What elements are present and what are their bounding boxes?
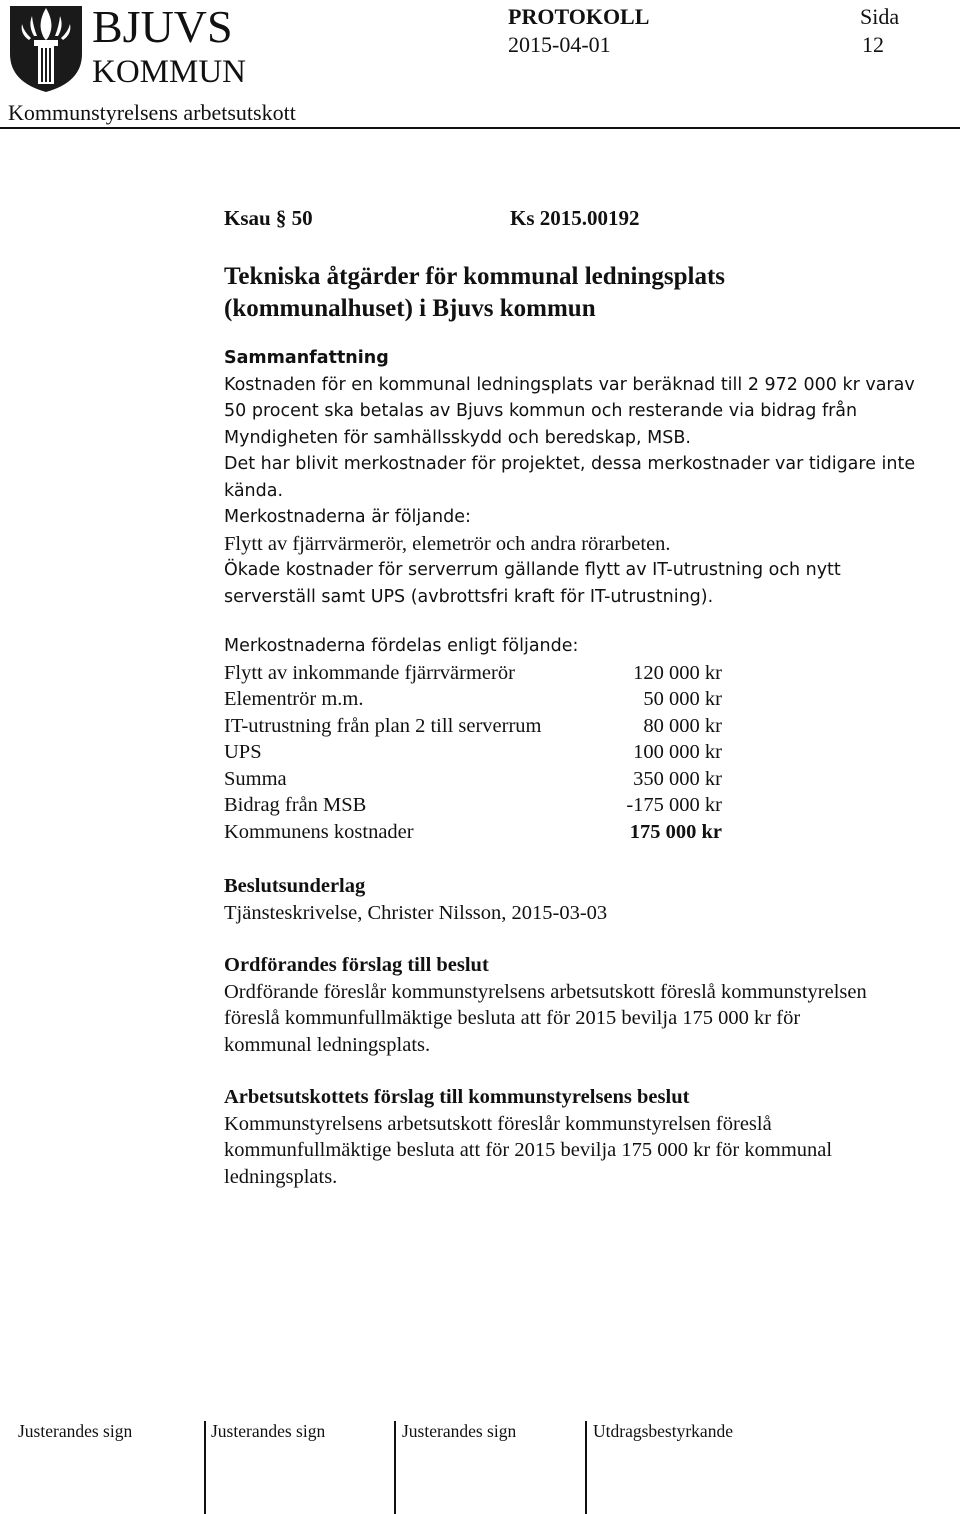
summary-heading: Sammanfattning bbox=[224, 348, 389, 368]
signature-label: Justerandes sign bbox=[18, 1421, 133, 1441]
document-body bbox=[224, 205, 954, 1190]
table-row: Summa 350 000 kr bbox=[224, 767, 722, 790]
title-line: (kommunalhuset) i Bjuvs kommun bbox=[224, 295, 596, 322]
signature-label: Utdragsbestyrkande bbox=[593, 1421, 733, 1441]
summary-line: Myndigheten för samhällsskydd och beredskap, MSB. bbox=[224, 427, 691, 448]
signature-footer bbox=[0, 1421, 960, 1514]
table-row: IT-utrustning från plan 2 till serverrum 80 000 kr bbox=[224, 714, 722, 737]
summary-line: Merkostnaderna är följande: bbox=[224, 507, 471, 527]
summary-line: Kostnaden för en kommunal ledningsplats var beräknad till 2 972 000 kr varav bbox=[224, 374, 915, 395]
summary-section bbox=[224, 345, 954, 610]
summary-line: Flytt av fjärrvärmerör, elemetrör och andra rörarbeten. bbox=[224, 532, 671, 555]
ksau-reference: Ksau § 50 bbox=[224, 206, 313, 230]
signature-divider bbox=[585, 1421, 587, 1514]
title-line: Tekniska åtgärder för kommunal ledningsplats bbox=[224, 263, 726, 290]
summary-line: Ökade kostnader för serverrum gällande flytt av IT-utrustning och nytt bbox=[224, 560, 841, 580]
organization-name: Kommunstyrelsens arbetsutskott bbox=[8, 100, 296, 125]
logo-subtitle: KOMMUN bbox=[92, 54, 247, 90]
total-row: Kommunens kostnader 175 000 kr bbox=[224, 820, 722, 843]
signature-divider bbox=[204, 1421, 206, 1514]
summary-line: kända. bbox=[224, 480, 284, 501]
committee-proposal-heading: Arbetsutskottets förslag till kommunstyrelsens beslut bbox=[224, 1086, 690, 1108]
case-title bbox=[224, 261, 954, 325]
table-row: Elementrör m.m. 50 000 kr bbox=[224, 688, 722, 710]
signature-divider bbox=[394, 1421, 396, 1514]
summary-line: Det har blivit merkostnader för projektet, dessa merkostnader var tidigare inte bbox=[224, 454, 916, 474]
signature-label: Justerandes sign bbox=[211, 1421, 326, 1441]
case-reference bbox=[224, 205, 954, 235]
cost-intro: Merkostnaderna fördelas enligt följande: bbox=[224, 636, 579, 656]
chair-proposal-line: Ordförande föreslår kommunstyrelsens arbetsutskott föreslå kommunstyrelsen bbox=[224, 980, 867, 1003]
summary-line: serverställ samt UPS (avbrottsfri kraft för IT-utrustning). bbox=[224, 586, 714, 607]
basis-section bbox=[224, 873, 954, 926]
basis-heading: Beslutsunderlag bbox=[224, 875, 366, 897]
committee-proposal-line: Kommunstyrelsens arbetsutskott föreslår kommunstyrelsen föreslå bbox=[224, 1112, 772, 1135]
cost-section bbox=[224, 633, 954, 845]
chair-proposal-heading: Ordförandes förslag till beslut bbox=[224, 954, 489, 976]
committee-proposal-line: kommunfullmäktige besluta att för 2015 bevilja 175 000 kr för kommunal bbox=[224, 1139, 833, 1161]
chair-proposal-line: föreslå kommunfullmäktige besluta att för 2015 bevilja 175 000 kr för bbox=[224, 1007, 801, 1029]
document-date: 2015-04-01 bbox=[508, 32, 611, 57]
cost-table bbox=[224, 660, 722, 846]
chair-proposal-section bbox=[224, 952, 954, 1058]
logo-name: BJUVS bbox=[92, 1, 233, 52]
committee-proposal-line: ledningsplats. bbox=[224, 1165, 338, 1188]
summary-line: 50 procent ska betalas av Bjuvs kommun och resterande via bidrag från bbox=[224, 401, 858, 421]
signature-label: Justerandes sign bbox=[402, 1421, 517, 1441]
chair-proposal-line: kommunal ledningsplats. bbox=[224, 1033, 431, 1056]
document-type: PROTOKOLL bbox=[508, 4, 650, 29]
ks-reference: Ks 2015.00192 bbox=[510, 206, 640, 230]
page-number: 12 bbox=[862, 32, 884, 57]
table-row: Flytt av inkommande fjärrvärmerör 120 000 kr bbox=[224, 661, 722, 684]
table-row: UPS 100 000 kr bbox=[224, 741, 722, 763]
page-label: Sida bbox=[860, 4, 900, 29]
torch-emblem-icon bbox=[8, 4, 84, 94]
header-divider bbox=[0, 127, 960, 129]
basis-text: Tjänsteskrivelse, Christer Nilsson, 2015-03-03 bbox=[224, 901, 608, 924]
committee-proposal-section bbox=[224, 1084, 954, 1190]
table-row: Bidrag från MSB -175 000 kr bbox=[224, 794, 722, 816]
bjuvs-logo bbox=[8, 1, 248, 94]
